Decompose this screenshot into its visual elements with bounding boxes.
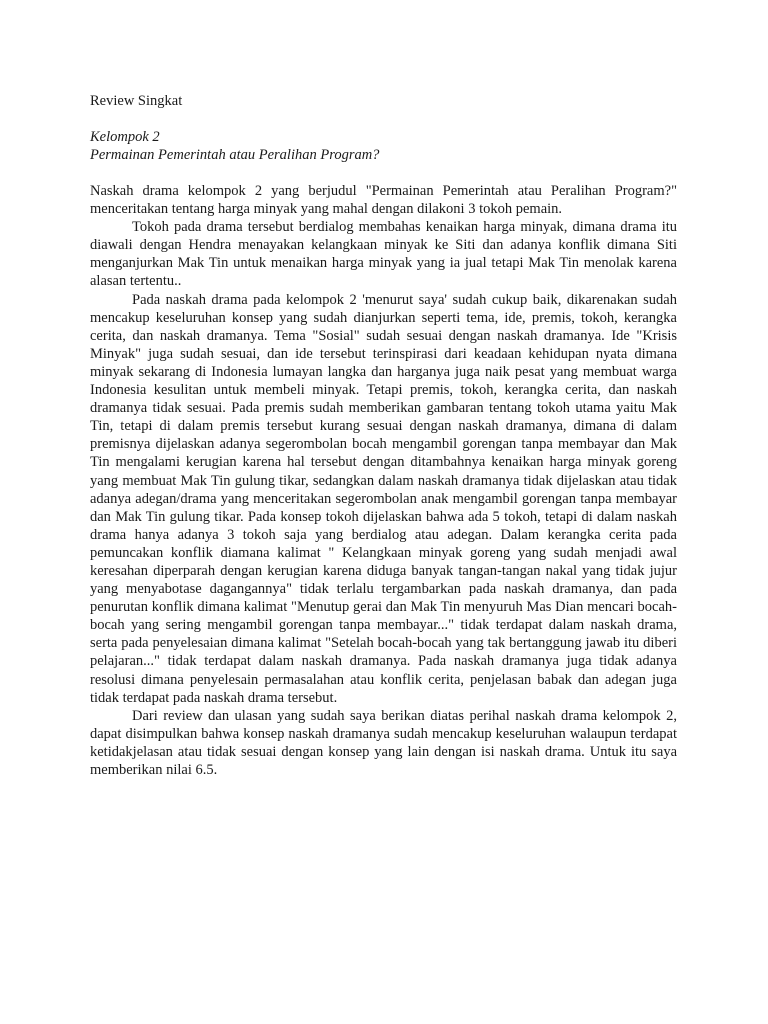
document-title: Permainan Pemerintah atau Peralihan Program?	[90, 147, 380, 163]
group-label: Kelompok 2	[90, 129, 160, 145]
paragraph-conclusion: Dari review dan ulasan yang sudah saya berikan diatas perihal naskah drama kelompok 2, dapat disimpulkan bahwa konsep naskah dramanya sudah mencakup keseluruhan walaupun terdapat ketidakjelasan atau tidak sesuai dengan konsep yang lain dengan isi naskah drama. Untuk itu saya memberikan nilai 6.5.	[90, 707, 677, 778]
document-heading: Review Singkat	[90, 93, 183, 109]
paragraph-intro: Naskah drama kelompok 2 yang berjudul "Permainan Pemerintah atau Peralihan Program?" menceritakan tentang harga minyak yang mahal dengan dilakoni 3 tokoh pemain.	[90, 183, 677, 218]
document-page	[90, 92, 677, 779]
paragraph-analysis: Pada naskah drama pada kelompok 2 'menurut saya' sudah cukup baik, dikarenakan sudah mencakup keseluruhan konsep yang sudah dianjurkan seperti tema, ide, premis, tokoh, kerangka cerita, dan naskah dramanya. Tema "Sosial" sudah sesuai dengan naskah dramanya. Ide "Krisis Minyak" juga sudah sesuai, dan ide tersebut terinspirasi dari keadaan kehidupan nyata dimana minyak sekarang di Indonesia lumayan langka dan harganya juga naik pesat yang membuat warga Indonesia kesulitan untuk membeli minyak. Tetapi premis, tokoh, kerangka cerita, dan naskah dramanya tidak sesuai. Pada premis sudah memberikan gambaran tentang tokoh utama yaitu Mak Tin, tetapi di dalam premis tersebut kurang sesuai dengan naskah dramanya, dimana di dalam premisnya dijelaskan adanya segerombolan bocah mengambil gorengan tanpa membayar dan Mak Tin mengalami kerugian karena hal tersebut dengan ditambahnya kenaikan harga minyak goreng yang membuat Mak Tin gulung tikar, sedangkan dalam naskah dramanya tidak dijelaskan atau tidak adanya adegan/drama yang menceritakan segerombolan anak mengambil gorengan tanpa membayar dan Mak Tin gulung tikar. Pada konsep tokoh dijelaskan bahwa ada 5 tokoh, tetapi di dalam naskah drama hanya adanya 3 tokoh saja yang berdialog atau adegan. Dalam kerangka cerita pada pemuncakan konflik diamana kalimat " Kelangkaan minyak goreng yang sudah menjadi awal keresahan diperparah dengan kerugian karena diduga banyak tangan-tangan nakal yang tidak jujur yang menyabotase dagangannya" tidak terlalu tergambarkan pada naskah dramanya, dan pada penurutan konflik dimana kalimat "Menutup gerai dan Mak Tin menyuruh Mas Dian mencari bocah-bocah yang sering mengambil gorengan tanpa membayar..." tidak terdapat dalam naskah drama, serta pada penyelesaian dimana kalimat "Setelah bocah-bocah yang tak bertanggung jawab itu diberi pelajaran..." tidak terdapat dalam naskah dramanya. Pada naskah dramanya juga tidak adanya resolusi dimana penyelesain permasalahan atau konflik cerita, penjelasan babak dan adegan juga tidak terdapat pada naskah drama tersebut.	[90, 291, 677, 706]
paragraph-tokoh: Tokoh pada drama tersebut berdialog membahas kenaikan harga minyak, dimana drama itu diawali dengan Hendra menayakan kelangkaan minyak ke Siti dan adanya konflik dimana Siti menganjurkan Mak Tin untuk menaikan harga minyak yang ia jual tetapi Mak Tin menolak karena alasan tertentu..	[90, 219, 677, 290]
